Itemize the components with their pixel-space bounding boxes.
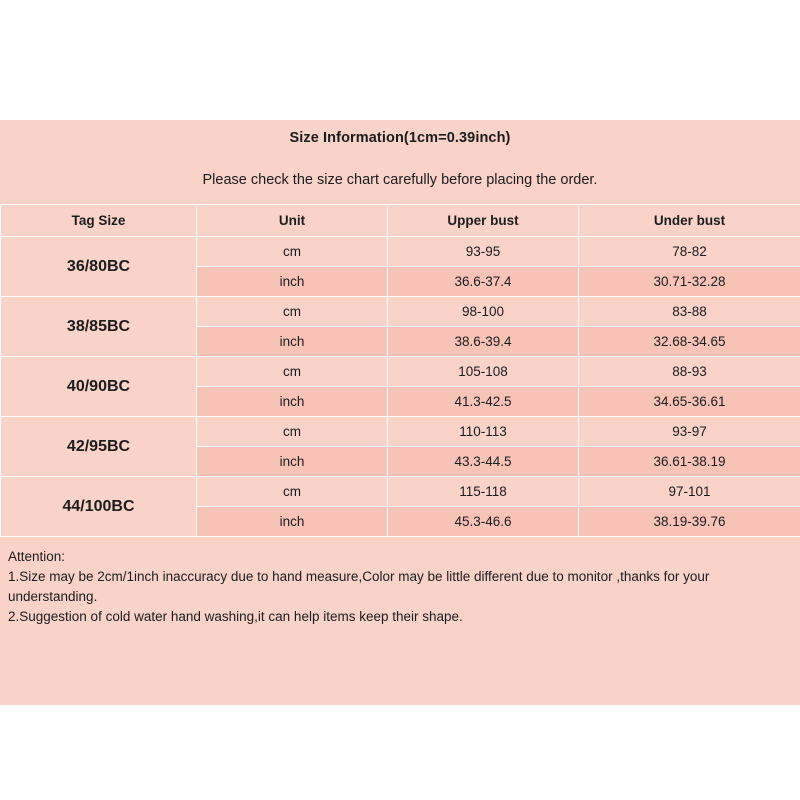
cell-under-bust: 88-93 [579,357,800,387]
table-row [1,417,800,447]
cell-unit: inch [197,267,388,297]
cell-unit: cm [197,417,388,447]
size-chart-panel [0,120,800,705]
cell-unit: inch [197,387,388,417]
table-row [1,237,800,267]
attention-line-1: 1.Size may be 2cm/1inch inaccuracy due to hand measure,Color may be little different due to monitor ,thanks for your understanding. [8,569,710,604]
cell-upper-bust: 93-95 [388,237,579,267]
column-header-upper-bust: Upper bust [388,205,579,237]
cell-under-bust: 36.61-38.19 [579,447,800,477]
cell-upper-bust: 36.6-37.4 [388,267,579,297]
cell-under-bust: 38.19-39.76 [579,507,800,537]
cell-unit: inch [197,447,388,477]
chart-subtitle: Please check the size chart carefully before placing the order. [202,172,598,188]
cell-under-bust: 78-82 [579,237,800,267]
cell-tag-size: 42/95BC [1,417,197,477]
cell-unit: cm [197,357,388,387]
column-header-tag-size: Tag Size [1,205,197,237]
cell-unit: inch [197,327,388,357]
size-table [0,204,800,537]
cell-upper-bust: 105-108 [388,357,579,387]
cell-under-bust: 34.65-36.61 [579,387,800,417]
page-title: Size Information(1cm=0.39inch) [289,130,511,146]
cell-upper-bust: 115-118 [388,477,579,507]
cell-upper-bust: 98-100 [388,297,579,327]
cell-tag-size: 36/80BC [1,237,197,297]
cell-unit: cm [197,297,388,327]
cell-tag-size: 38/85BC [1,297,197,357]
table-row [1,477,800,507]
cell-tag-size: 44/100BC [1,477,197,537]
table-row [1,357,800,387]
cell-unit: cm [197,477,388,507]
size-table-header [1,205,800,237]
column-header-unit: Unit [197,205,388,237]
cell-under-bust: 32.68-34.65 [579,327,800,357]
cell-under-bust: 83-88 [579,297,800,327]
cell-upper-bust: 43.3-44.5 [388,447,579,477]
cell-tag-size: 40/90BC [1,357,197,417]
cell-under-bust: 93-97 [579,417,800,447]
cell-upper-bust: 110-113 [388,417,579,447]
cell-upper-bust: 38.6-39.4 [388,327,579,357]
table-row [1,297,800,327]
size-table-body [1,237,800,537]
cell-under-bust: 30.71-32.28 [579,267,800,297]
cell-upper-bust: 45.3-46.6 [388,507,579,537]
attention-line-2: 2.Suggestion of cold water hand washing,it can help items keep their shape. [8,609,463,624]
cell-unit: inch [197,507,388,537]
chart-subtitle-row [0,156,800,204]
column-header-under-bust: Under bust [579,205,800,237]
attention-section [0,537,800,657]
cell-unit: cm [197,237,388,267]
table-header-row [1,205,800,237]
cell-under-bust: 97-101 [579,477,800,507]
chart-title-row [0,120,800,156]
cell-upper-bust: 41.3-42.5 [388,387,579,417]
attention-heading: Attention: [8,549,66,564]
